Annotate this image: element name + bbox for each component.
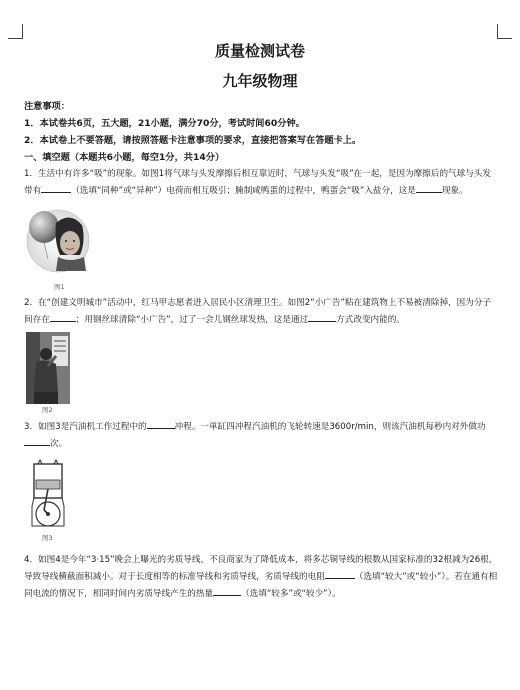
answer-blank — [213, 585, 241, 596]
answer-blank — [325, 568, 355, 579]
section-heading: 一、填空题（本题共6小题，每空1分，共14分） — [24, 152, 225, 163]
figure-2-caption: 图2 — [42, 406, 53, 414]
balloon-girl-image — [26, 203, 90, 283]
question-3-text-b: 冲程。一单缸四冲程汽油机的飞轮转速是3600r/min，则该汽油机每秒内对外做功 — [174, 422, 486, 432]
question-3-text-a: 3．如图3是汽油机工作过程中的 — [24, 422, 147, 432]
question-3-text-c: 次。 — [50, 439, 68, 449]
answer-blank — [147, 418, 175, 429]
notice-item-2: 2．本试卷上不要答题，请按照答题卡注意事项的要求，直接把答案写在答题卡上。 — [24, 135, 362, 146]
question-4-text-b: （选填“较大”或“较小”）。若在通有相同电流的情况下，相同时间内劣质导线产生的热量 — [24, 572, 498, 599]
answer-blank — [308, 311, 336, 322]
figure-1-caption: 图1 — [54, 283, 65, 291]
figure-2 — [24, 332, 498, 416]
answer-blank — [24, 435, 50, 446]
question-4-text-a: 4．如图4是今年“3·15”晚会上曝光的劣质导线，不良商家为了降低成本，将多芯铜导线的根数从国家标准的32根减为26根，导致导线横截面积减小。对于长度相等的标准导线和劣质导线，劣质导线的电阻 — [24, 555, 498, 582]
question-4 — [24, 552, 498, 602]
engine-cylinder-diagram — [26, 458, 70, 532]
figure-3 — [24, 458, 498, 544]
document-body — [24, 98, 498, 602]
question-1-text-a: 1．生活中有许多“吸”的现象。如图1将气球与头发摩擦后相互靠近时，气球与头发“吸”在一起，是因为摩擦后的气球与头发带有 — [24, 169, 492, 196]
answer-blank — [41, 182, 71, 193]
question-4-text-c: （选填“较多”或“较少”）。 — [241, 589, 341, 599]
figure-3-caption: 图3 — [42, 534, 53, 542]
notice-heading: 注意事项： — [24, 101, 70, 112]
question-3 — [24, 418, 498, 452]
question-2-text-a: 2．在“创建文明城市”活动中，红马甲志愿者进入居民小区清理卫生。如图2“小广告”粘在建筑物上不易被清除掉，因为分子间存在 — [24, 298, 492, 325]
volunteer-cleaning-image — [26, 332, 70, 404]
exam-title: 质量检测试卷 — [214, 42, 305, 60]
answer-blank — [416, 182, 442, 193]
question-1 — [24, 166, 498, 199]
question-1-text-b: （选填“同种”或“异种”）电荷而相互吸引；腌制咸鸭蛋的过程中，鸭蛋会“吸”入盐分，这是 — [71, 186, 416, 196]
figure-1 — [24, 203, 498, 293]
question-2-text-c: 方式改变内能的。 — [336, 315, 405, 325]
answer-blank — [50, 311, 76, 322]
question-2 — [24, 295, 498, 328]
corner-mark-left — [8, 24, 23, 39]
question-1-text-c: 现象。 — [441, 186, 468, 196]
corner-mark-right — [497, 24, 512, 39]
exam-subtitle: 九年级物理 — [222, 72, 298, 90]
notice-item-1: 1．本试卷共6页，五大题，21小题，满分70分，考试时间60分钟。 — [24, 118, 305, 129]
question-2-text-b: ；用钢丝球清除“小广告”，过了一会儿钢丝球发热，这是通过 — [75, 315, 309, 325]
